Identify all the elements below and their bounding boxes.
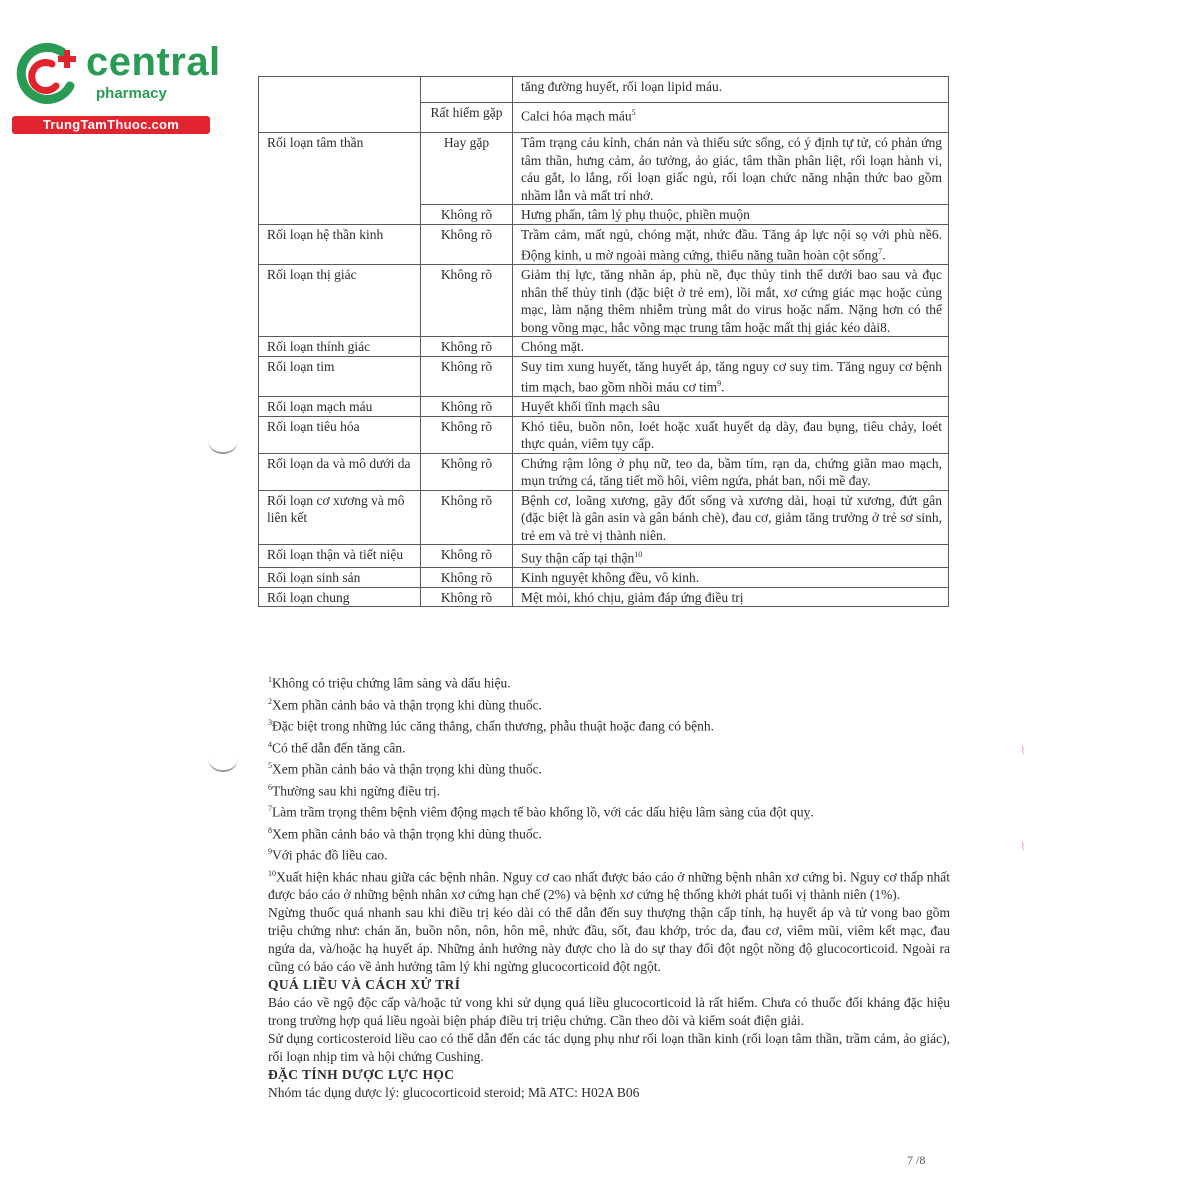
- footnote: [268, 736, 950, 758]
- footnote-ref: 9: [717, 379, 722, 388]
- description-cell: Hưng phấn, tâm lý phụ thuộc, phiền muộn: [513, 205, 949, 225]
- table-row: [259, 568, 949, 588]
- adverse-reactions-table: [258, 76, 949, 607]
- punch-hole-mark: [208, 440, 238, 454]
- frequency-cell: Không rõ: [421, 490, 513, 545]
- description-cell: Huyết khối tĩnh mạch sâu: [513, 397, 949, 417]
- page-number: 7 /8: [907, 1153, 926, 1167]
- system-cell: Rối loạn thính giác: [259, 337, 421, 357]
- frequency-cell: Không rõ: [421, 356, 513, 397]
- frequency-cell: Không rõ: [421, 265, 513, 337]
- logo-name: central: [86, 40, 221, 84]
- footnote-text: Thường sau khi ngừng điều trị.: [272, 783, 441, 798]
- description-tail: .: [882, 247, 886, 263]
- footnote-text: Có thể dẫn đến tăng cân.: [272, 740, 406, 755]
- footnote-text: Xem phần cảnh báo và thận trọng khi dùng thuốc.: [272, 697, 542, 712]
- frequency-cell: Không rõ: [421, 416, 513, 453]
- frequency-cell: Không rõ: [421, 587, 513, 607]
- frequency-cell: Rất hiếm gặp: [421, 102, 513, 132]
- description-text: Trầm cảm, mất ngủ, chóng mặt, nhức đầu. Tăng áp lực nội sọ với phù nề6. Động kinh, u mờ ngoài màng cứng, thiểu năng tuần hoàn cột sống: [521, 226, 942, 263]
- footnote-number: 5: [268, 761, 272, 770]
- description-tail: .: [721, 379, 725, 395]
- overdose-heading: QUÁ LIỀU VÀ CÁCH XỬ TRÍ: [268, 977, 461, 992]
- description-cell: Chóng mặt.: [513, 337, 949, 357]
- footnote-ref: 5: [631, 107, 636, 117]
- table-row: [259, 265, 949, 337]
- footnote: [268, 714, 950, 736]
- footnote: [268, 800, 950, 822]
- footnote-ref: 10: [634, 550, 643, 559]
- description-cell: Bệnh cơ, loãng xương, gãy đốt sống và xương dài, hoại tử xương, đứt gân (đặc biệt là gân asin và gân bánh chè), đau cơ, giảm tăng trưởng ở trẻ sơ sinh, trẻ em và trẻ vị thành niên.: [513, 490, 949, 545]
- footnote: [268, 757, 950, 779]
- stamp-remnant: ⌇: [1020, 744, 1026, 757]
- withdrawal-paragraph: Ngừng thuốc quá nhanh sau khi điều trị kéo dài có thể dẫn đến suy thượng thận cấp tính, hạ huyết áp và tử vong bao gồm triệu chứng như: chán ăn, buồn nôn, nôn, hôn mê, nhức đầu, sốt, đau khớp, tróc da, đau cơ, viêm mũi, viêm kết mạc, đau ngứa da, và/hoặc hạ huyết áp. Những ảnh hưởng này được cho là do sự thay đổi đột ngột nồng độ glucocorticoid. Ngoài ra cũng có báo cáo về ảnh hưởng tâm lý khi ngừng glucocorticoid đột ngột.: [268, 905, 950, 974]
- pharmacy-logo: [10, 34, 220, 136]
- description-text: Suy tim xung huyết, tăng huyết áp, tăng nguy cơ suy tim. Tăng nguy cơ bệnh tim mạch, bao gồm nhồi máu cơ tim: [521, 358, 942, 395]
- footnote-number: 2: [268, 696, 272, 706]
- table-row: [259, 397, 949, 417]
- stamp-remnant: ⌇: [1020, 840, 1026, 853]
- system-cell: Rối loạn thị giác: [259, 265, 421, 337]
- table-row: [259, 337, 949, 357]
- footnote: [268, 693, 950, 715]
- punch-hole-mark: [208, 758, 238, 772]
- frequency-cell: Hay gặp: [421, 133, 513, 205]
- frequency-cell: Không rõ: [421, 568, 513, 588]
- footnote: [268, 865, 950, 905]
- footnote-number: 9: [268, 847, 272, 856]
- frequency-cell: Không rõ: [421, 545, 513, 568]
- footnote-number: 6: [268, 782, 272, 792]
- frequency-cell: Không rõ: [421, 224, 513, 265]
- pharmacodynamics-text: Nhóm tác dụng dược lý: glucocorticoid steroid; Mã ATC: H02A B06: [268, 1085, 640, 1100]
- footnote: [268, 671, 950, 693]
- footnote-text: Làm trầm trọng thêm bệnh viêm động mạch tế bào khổng lồ, với các dấu hiệu lâm sàng của đột quỵ.: [272, 804, 814, 820]
- footnote-number: 7: [268, 804, 272, 813]
- table-row: [259, 490, 949, 545]
- system-cell: Rối loạn sinh sản: [259, 568, 421, 588]
- footnote-text: Với phác đồ liều cao.: [272, 847, 388, 863]
- table-row: [259, 587, 949, 607]
- system-cell: Rối loạn da và mô dưới da: [259, 453, 421, 490]
- description-cell: Khó tiêu, buồn nôn, loét hoặc xuất huyết dạ dày, đau bụng, tiêu chảy, loét thực quản, viêm tụy cấp.: [513, 416, 949, 453]
- footnote-number: 4: [268, 739, 272, 749]
- system-cell: [259, 77, 421, 133]
- frequency-cell: Không rõ: [421, 453, 513, 490]
- description-text: Suy thận cấp tại thận: [521, 550, 635, 566]
- frequency-cell: [421, 77, 513, 103]
- system-cell: Rối loạn tâm thần: [259, 133, 421, 225]
- footnote-text: Đặc biệt trong những lúc căng thẳng, chấn thương, phẫu thuật hoặc đang có bệnh.: [272, 718, 715, 734]
- footnote-ref: 7: [878, 247, 883, 256]
- description-cell: Chứng rậm lông ở phụ nữ, teo da, bầm tím, rạn da, chứng giãn mao mạch, mụn trứng cá, tăng tiết mồ hôi, viêm ngứa, phát ban, nổi mề đay.: [513, 453, 949, 490]
- description-cell: Giảm thị lực, tăng nhãn áp, phù nề, đục thủy tinh thể dưới bao sau và đục nhân thể thủy tinh (đặc biệt ở trẻ em), lồi mắt, xơ cứng giác mạc hoặc củng mạc, làm nặng thêm nhiễm trùng mắt do virus hoặc nấm. Nặng hơn có thể bong võng mạc, hắc võng mạc trung tâm hoặc mất thị giác kéo dài8.: [513, 265, 949, 337]
- footnote-text: Xem phần cảnh báo và thận trọng khi dùng thuốc.: [272, 761, 542, 777]
- table-row: [259, 356, 949, 397]
- system-cell: Rối loạn mạch máu: [259, 397, 421, 417]
- description-cell: Kinh nguyệt không đều, vô kinh.: [513, 568, 949, 588]
- description-cell: Tâm trạng cáu kỉnh, chán nản và thiếu sức sống, có ý định tự tử, có phản ứng tâm thần, hưng cảm, ảo tưởng, ảo giác, tâm thần phân liệt, rối loạn hành vi, cáu gắt, lo lắng, rối loạn giấc ngủ, rối loạn chức năng nhận thức bao gồm nhầm lẫn và mất trí nhớ.: [513, 133, 949, 205]
- footnote: [268, 822, 950, 844]
- description-cell: [513, 102, 949, 132]
- table-row: [259, 416, 949, 453]
- footnote-number: 3: [268, 718, 272, 727]
- overdose-paragraph: Báo cáo về ngộ độc cấp và/hoặc tử vong khi sử dụng quá liều glucocorticoid là rất hiếm. Chưa có thuốc đối kháng đặc hiệu trong trường hợp quá liều ngoài biện pháp điều trị triệu chứng. Cần theo dõi và kiểm soát điện giải.: [268, 995, 950, 1028]
- table-row: [259, 77, 949, 103]
- description-cell: [513, 545, 949, 568]
- system-cell: Rối loạn thận và tiết niệu: [259, 545, 421, 568]
- system-cell: Rối loạn tim: [259, 356, 421, 397]
- frequency-cell: Không rõ: [421, 337, 513, 357]
- overdose-paragraph: Sử dụng corticosteroid liều cao có thể dẫn đến các tác dụng phụ như rối loạn thần kinh (rối loạn tâm thần, trầm cảm, ảo giác), rối loạn nhịp tim và hội chứng Cushing.: [268, 1031, 950, 1064]
- system-cell: Rối loạn tiêu hóa: [259, 416, 421, 453]
- description-text: Calci hóa mạch máu: [521, 108, 632, 124]
- footnote-number: 8: [268, 825, 272, 835]
- logo-banner: TrungTamThuoc.com: [12, 116, 210, 134]
- frequency-cell: Không rõ: [421, 205, 513, 225]
- description-cell: [513, 224, 949, 265]
- system-cell: Rối loạn cơ xương và mô liên kết: [259, 490, 421, 545]
- system-cell: Rối loạn chung: [259, 587, 421, 607]
- document-body: [268, 671, 950, 1102]
- system-cell: Rối loạn hệ thần kinh: [259, 224, 421, 265]
- description-cell: [513, 356, 949, 397]
- frequency-cell: Không rõ: [421, 397, 513, 417]
- description-cell: Mệt mỏi, khó chịu, giảm đáp ứng điều trị: [513, 587, 949, 607]
- table-row: [259, 453, 949, 490]
- footnote-number: 10: [268, 868, 276, 878]
- pharmacy-cross-icon: [12, 38, 84, 110]
- description-cell: tăng đường huyết, rối loạn lipid máu.: [513, 77, 949, 103]
- footnote-text: Xem phần cảnh báo và thận trọng khi dùng thuốc.: [272, 826, 542, 841]
- table-row: [259, 224, 949, 265]
- footnote-text: Xuất hiện khác nhau giữa các bệnh nhân. Nguy cơ cao nhất được báo cáo ở những bệnh nhân xơ cứng bì. Nguy cơ thấp nhất được báo cáo ở những bệnh nhân xơ cứng hạn chế (2%) và bệnh xơ cứng hệ thống khởi phát tuổi vị thành niên (1%).: [268, 869, 950, 902]
- footnote: [268, 779, 950, 801]
- table-row: [259, 545, 949, 568]
- logo-subtitle: pharmacy: [96, 85, 167, 102]
- table-row: [259, 133, 949, 205]
- footnote-number: 1: [268, 675, 272, 684]
- footnote: [268, 843, 950, 865]
- footnote-text: Không có triệu chứng lâm sàng và dấu hiệu.: [272, 675, 511, 691]
- pharmacodynamics-heading: ĐẶC TÍNH DƯỢC LỰC HỌC: [268, 1067, 455, 1082]
